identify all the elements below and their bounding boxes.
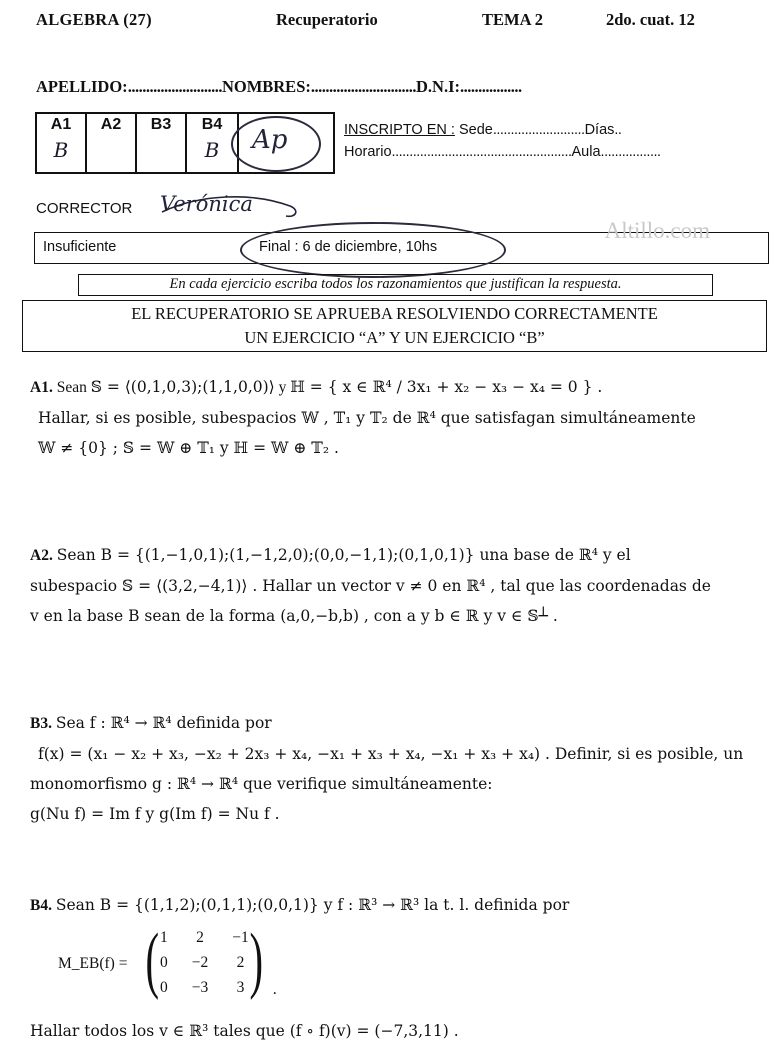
- matrix-row: [148, 975, 261, 1000]
- b4-matrix-label: M_EB(f) =: [58, 955, 128, 972]
- sede-dots: ..........................: [492, 122, 585, 138]
- inscripto-block: [344, 122, 769, 166]
- b4-matrix-block: [30, 921, 760, 1003]
- exercise-a2: [30, 540, 760, 631]
- grade-cell-b3: [137, 114, 187, 172]
- matrix-cell: 0: [160, 979, 168, 996]
- grade-mark-b4: B: [204, 138, 220, 162]
- a2-line-1: [30, 540, 760, 571]
- b3-line-1: [30, 708, 760, 739]
- a1-line1-d: ℍ = { x ∈ ℝ⁴ / 3x₁ + x₂ − x₃ − x₄ = 0 } .: [290, 378, 603, 396]
- a1-line-3: 𝕎 ≠ {0} ; 𝕊 = 𝕎 ⊕ 𝕋₁ y ℍ = 𝕎 ⊕ 𝕋₂ .: [38, 439, 339, 457]
- grade-col-b3: B3: [150, 116, 172, 133]
- a1-line1-a: Sean: [56, 379, 87, 396]
- matrix-cell: −3: [191, 979, 209, 996]
- matrix-cell: 2: [196, 929, 204, 946]
- b3-line-4: g(Nu f) = Im f y g(Im f) = Nu f .: [30, 805, 280, 823]
- apellido-dots: ..........................: [127, 77, 222, 96]
- inscripto-line-2: [344, 144, 769, 166]
- matrix-cell: 1: [160, 929, 168, 946]
- exam-header: [0, 10, 780, 38]
- a2-label: A2.: [30, 547, 53, 564]
- corrector-signature-stroke: [160, 190, 330, 222]
- b4-line1-text: Sean B = {(1,1,2);(0,1,1);(0,0,1)} y f : ℝ³ → ℝ³ la t. l. definida por: [55, 896, 570, 914]
- aula-dots: .................: [600, 144, 661, 160]
- inscripto-line-1: [344, 122, 769, 144]
- b4-matrix: [145, 919, 277, 1001]
- sede-label: Sede: [458, 122, 493, 138]
- b3-label: B3.: [30, 715, 52, 732]
- a1-line1-b: 𝕊 = ⟨(0,1,0,3);(1,1,0,0)⟩: [90, 378, 275, 396]
- matrix-cell: 2: [236, 954, 245, 971]
- matrix-paren-left: (: [145, 919, 160, 1001]
- final-date-text: Final : 6 de diciembre, 10hs: [259, 239, 438, 255]
- b4-last-line: Hallar todos los v ∈ ℝ³ tales que (f ∘ f)(v) = (−7,3,11) .: [30, 1022, 459, 1040]
- matrix-paren-right: ): [249, 919, 264, 1001]
- grade-col-b4: B4: [201, 116, 223, 133]
- matrix-cell: −1: [232, 929, 249, 946]
- dni-label: D.N.I:: [415, 77, 460, 96]
- b3-line1-text: Sea f : ℝ⁴ → ℝ⁴ definida por: [55, 714, 272, 732]
- dias-label: Días: [584, 122, 615, 138]
- nombres-label: NOMBRES:: [221, 77, 311, 96]
- corrector-label: CORRECTOR: [36, 200, 133, 217]
- a2-line-2: subespacio 𝕊 = ⟨(3,2,−4,1)⟩ . Hallar un vector v ≠ 0 en ℝ⁴ , tal que las coordenadas de: [30, 577, 711, 595]
- grade-col-a2: A2: [100, 116, 122, 133]
- dias-dots: ..: [614, 122, 622, 138]
- student-id-line: [36, 77, 766, 97]
- nombres-dots: .............................: [310, 77, 416, 96]
- a2-line1-text: Sean B = {(1,−1,0,1);(1,−1,2,0);(0,0,−1,1);(0,1,0,1)} una base de ℝ⁴ y el: [56, 546, 631, 564]
- instruction-line-2b: UN EJERCICIO “A” Y UN EJERCICIO “B”: [244, 328, 545, 347]
- b4-label: B4.: [30, 897, 52, 914]
- instruction-box-1: En cada ejercicio escriba todos los razonamientos que justifican la respuesta.: [78, 274, 713, 296]
- final-mark-text: Ap: [252, 125, 288, 155]
- header-exam-type: Recuperatorio: [276, 10, 378, 29]
- header-course: ALGEBRA (27): [36, 10, 152, 29]
- a2-line-3: v en la base B sean de la forma (a,0,−b,b) , con a y b ∈ ℝ y v ∈ 𝕊┴ .: [30, 607, 558, 625]
- final-date-circle: [240, 222, 506, 278]
- exercise-b4: [30, 890, 760, 1003]
- b3-line-3: monomorfismo g : ℝ⁴ → ℝ⁴ que verifique simultáneamente:: [30, 775, 493, 793]
- matrix-row: [148, 950, 261, 975]
- matrix-row: [148, 925, 261, 950]
- instruction-line-2a: EL RECUPERATORIO SE APRUEBA RESOLVIENDO CORRECTAMENTE: [131, 304, 658, 323]
- grade-col-a1: A1: [50, 116, 72, 133]
- a1-line-1: [30, 372, 760, 403]
- header-term: 2do. cuat. 12: [606, 10, 695, 29]
- grade-mark-a1: B: [53, 138, 69, 162]
- horario-dots: ...................................................: [391, 144, 572, 160]
- inscripto-label: INSCRIPTO EN :: [344, 122, 455, 138]
- a1-label: A1.: [30, 379, 53, 396]
- matrix-trailing-period: .: [272, 981, 277, 998]
- aula-label: Aula: [571, 144, 601, 160]
- watermark: Altillo.com: [604, 218, 710, 243]
- apellido-label: APELLIDO:: [36, 77, 128, 96]
- instruction-box-2: [22, 300, 767, 352]
- corrector-name: Verónica: [160, 192, 253, 216]
- dni-dots: .................: [459, 77, 522, 96]
- a1-line-2: Hallar, si es posible, subespacios 𝕎 , 𝕋₁ y 𝕋₂ de ℝ⁴ que satisfagan simultáneamente: [38, 409, 696, 427]
- matrix-table: [145, 919, 261, 1001]
- result-status: Insuficiente: [43, 239, 117, 255]
- exercise-a1: [30, 372, 760, 463]
- matrix-cell: 0: [160, 954, 168, 971]
- b4-line-1: [30, 890, 760, 921]
- a1-line1-c: y: [278, 379, 287, 396]
- grade-cell-a1: [37, 114, 87, 172]
- matrix-cell: 3: [236, 979, 245, 996]
- exercise-b3: [30, 708, 760, 829]
- grade-cell-a2: [87, 114, 137, 172]
- matrix-cell: −2: [191, 954, 209, 971]
- header-topic: TEMA 2: [482, 10, 543, 29]
- horario-label: Horario: [344, 144, 392, 160]
- b3-line-2: f(x) = (x₁ − x₂ + x₃, −x₂ + 2x₃ + x₄, −x₁ + x₃ + x₄, −x₁ + x₃ + x₄) . Definir, si es posible, un: [38, 745, 744, 763]
